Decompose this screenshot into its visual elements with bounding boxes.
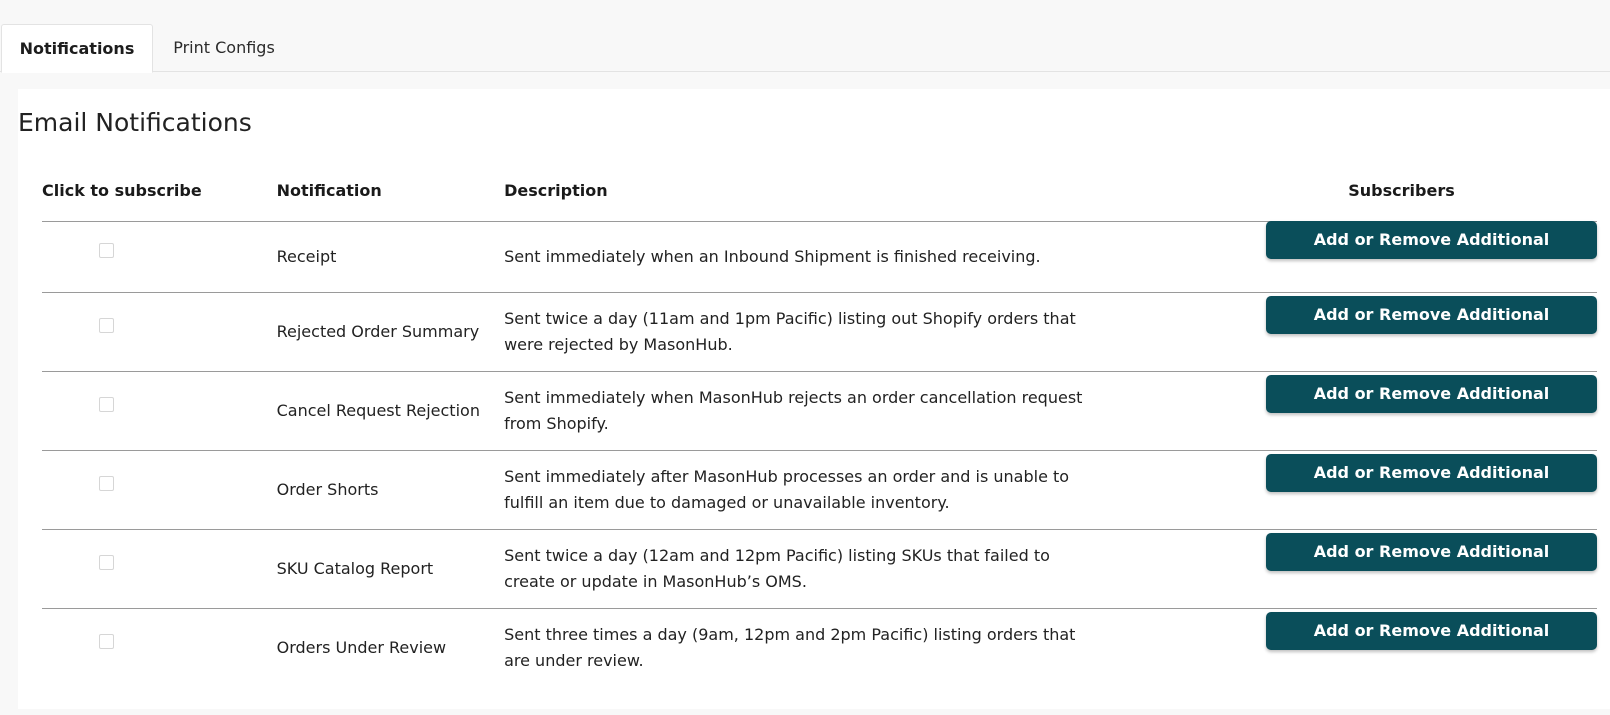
- notification-name: SKU Catalog Report: [277, 530, 504, 609]
- add-remove-subscribers-button[interactable]: Add or Remove Additional Subscribers: [1266, 296, 1597, 334]
- add-remove-subscribers-button[interactable]: Add or Remove Additional Subscribers: [1266, 375, 1597, 413]
- header-notification: Notification: [277, 181, 504, 222]
- header-description: Description: [504, 181, 1126, 222]
- add-remove-subscribers-button[interactable]: Add or Remove Additional Subscribers: [1266, 221, 1597, 259]
- page-title: Email Notifications: [18, 108, 252, 137]
- table-row: [42, 293, 1597, 372]
- notification-description: Sent immediately after MasonHub processes an order and is unable to fulfill an item due to damaged or unavailable inventory.: [504, 467, 1070, 512]
- add-remove-subscribers-button[interactable]: Add or Remove Additional Subscribers: [1266, 612, 1597, 650]
- table-row: [42, 530, 1597, 609]
- notification-description: Sent immediately when an Inbound Shipment is finished receiving.: [504, 247, 1041, 266]
- notification-name: Rejected Order Summary: [277, 293, 504, 372]
- add-remove-subscribers-button[interactable]: Add or Remove Additional Subscribers: [1266, 454, 1597, 492]
- email-notifications-panel: [18, 89, 1610, 709]
- notification-name: Receipt: [277, 222, 504, 293]
- notification-description: Sent immediately when MasonHub rejects an order cancellation request from Shopify.: [504, 388, 1083, 433]
- subscribe-checkbox[interactable]: [99, 476, 114, 491]
- notifications-table: [42, 181, 1597, 687]
- notification-description: Sent three times a day (9am, 12pm and 2pm Pacific) listing orders that are under review.: [504, 625, 1076, 670]
- tab-notifications[interactable]: Notifications: [1, 24, 153, 73]
- subscribe-checkbox[interactable]: [99, 555, 114, 570]
- subscribe-checkbox[interactable]: [99, 318, 114, 333]
- header-subscribers: Subscribers: [1126, 181, 1597, 222]
- table-row: [42, 222, 1597, 293]
- notification-name: Order Shorts: [277, 451, 504, 530]
- add-remove-subscribers-button[interactable]: Add or Remove Additional Subscribers: [1266, 533, 1597, 571]
- subscribe-checkbox[interactable]: [99, 397, 114, 412]
- table-row: [42, 609, 1597, 688]
- tab-bar: [0, 0, 1610, 72]
- subscribe-checkbox[interactable]: [99, 243, 114, 258]
- notification-description: Sent twice a day (12am and 12pm Pacific) listing SKUs that failed to create or update in MasonHub’s OMS.: [504, 546, 1050, 591]
- table-header-row: [42, 181, 1597, 222]
- notification-name: Orders Under Review: [276, 638, 447, 657]
- table-row: [42, 451, 1597, 530]
- notification-description: Sent twice a day (11am and 1pm Pacific) listing out Shopify orders that were rejected by MasonHub.: [504, 309, 1076, 354]
- header-click-to-subscribe: Click to subscribe: [42, 181, 277, 222]
- table-row: [42, 372, 1597, 451]
- tab-print-configs[interactable]: Print Configs: [173, 38, 275, 57]
- notification-name: Cancel Request Rejection: [277, 372, 504, 451]
- subscribe-checkbox[interactable]: [99, 634, 114, 649]
